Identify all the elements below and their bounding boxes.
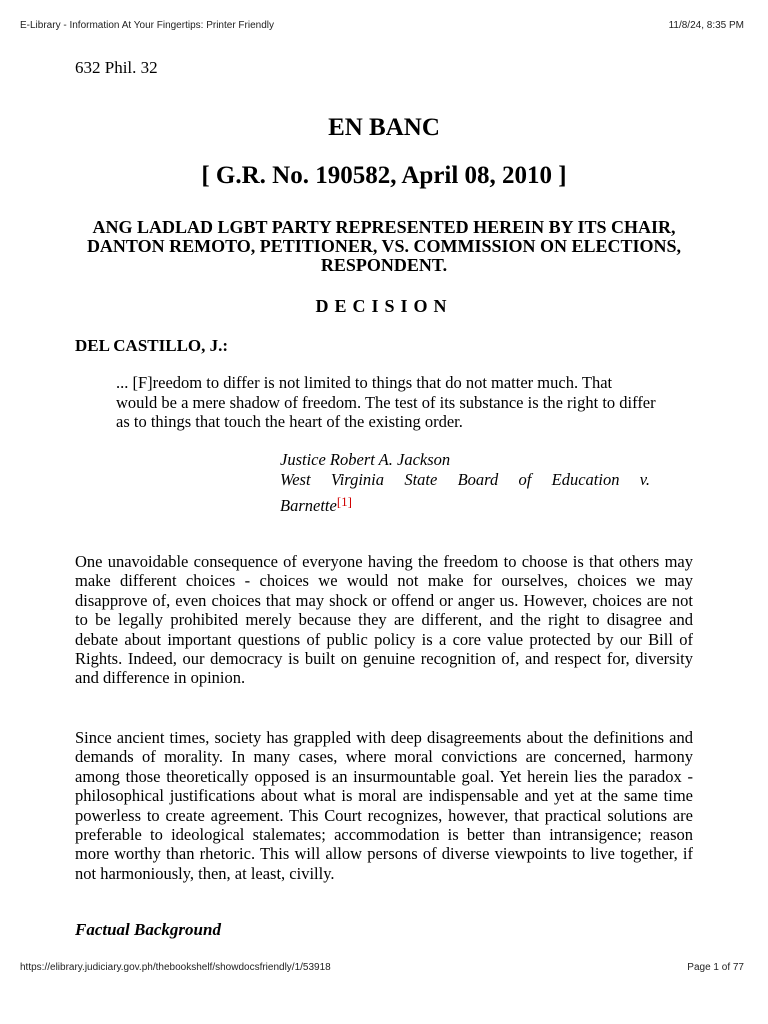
case-parties: ANG LADLAD LGBT PARTY REPRESENTED HEREIN BY ITS CHAIR, DANTON REMOTO, PETITIONER, VS. COMMISSION ON ELECTIONS, RESPONDENT. (86, 217, 682, 275)
citation: 632 Phil. 32 (75, 58, 158, 77)
epigraph-source-line1: West Virginia State Board of Education v. (280, 470, 650, 489)
section-heading: Factual Background (75, 920, 221, 939)
footnote-link[interactable]: [1] (336, 494, 352, 509)
print-footer (20, 962, 744, 973)
epigraph-author: Justice Robert A. Jackson (280, 450, 451, 469)
print-footer-page: Page 1 of 77 (687, 962, 744, 973)
print-header-title: E-Library - Information At Your Fingertips: Printer Friendly (20, 20, 274, 31)
body-paragraph-2: Since ancient times, society has grappled with deep disagreements about the definitions and demands of morality. In many cases, where moral convictions are concerned, harmony among those theoretically opposed is an insurmountable goal. Yet herein lies the paradox - philosophical justifications about what is moral are indispensable and yet at the same time powerless to create agreement. This Court recognizes, however, that practical solutions are preferable to ideological stalemates; accommodation is better than intransigence; reason more worthy than rhetoric. This will allow persons of diverse viewpoints to live together, if not harmoniously, then, at least, civilly. (75, 728, 693, 883)
epigraph-quote: ... [F]reedom to differ is not limited to things that do not matter much. That would be a mere shadow of freedom. The test of its substance is the right to differ as to things that touch the heart of the existing order. (116, 373, 656, 431)
body-paragraph-1: One unavoidable consequence of everyone having the freedom to choose is that others may make different choices - choices we would not make for ourselves, choices we may disapprove of, even choices that may shock or offend or anger us. However, choices are not to be legally prohibited merely because they are different, and the right to disagree and debate about important questions of public policy is a core value protected by our Bill of Rights. Indeed, our democracy is built on genuine recognition of, and respect for, diversity and difference in opinion. (75, 552, 693, 688)
ponente: DEL CASTILLO, J.: (75, 336, 229, 355)
print-header-datetime: 11/8/24, 8:35 PM (668, 20, 744, 31)
print-footer-url: https://elibrary.judiciary.gov.ph/thebookshelf/showdocsfriendly/1/53918 (20, 962, 331, 973)
epigraph-source-case: Barnette (280, 496, 337, 515)
print-header (20, 20, 744, 31)
case-number: [ G.R. No. 190582, April 08, 2010 ] (201, 162, 567, 189)
epigraph-attribution (280, 450, 650, 516)
epigraph-source-line2 (280, 492, 650, 516)
division-heading: EN BANC (328, 114, 440, 141)
decision-heading: DECISION (315, 296, 453, 316)
